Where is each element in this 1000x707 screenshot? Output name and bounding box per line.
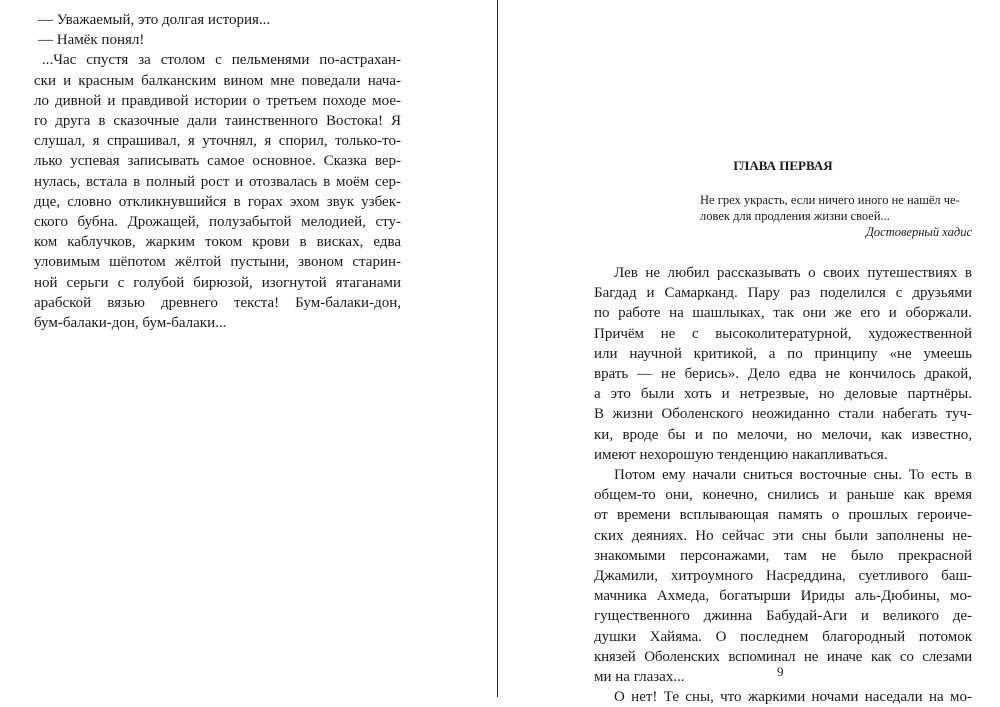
text-line: слушал, я спрашивал, я уточнял, я спорил, только-то- xyxy=(34,133,401,150)
text-line: врать — не берись». Дело едва не кончилось дракой, xyxy=(594,366,972,383)
text-line: от времени всплывающая память о прошлых героиче- xyxy=(594,507,972,524)
page-gutter-divider xyxy=(497,0,498,697)
text-line: ...Час спустя за столом с пельменями по-астрахан- xyxy=(42,52,401,69)
right-page xyxy=(594,158,972,707)
text-line: нулась, встала в полный рост и отозвалась в моём сер- xyxy=(34,173,401,190)
text-line: ски и красным балканским вином мне поведали нача- xyxy=(34,72,401,89)
epigraph-line: Не грех украсть, если ничего иного не нашёл че- xyxy=(700,193,960,207)
text-line: по работе на шашлыках, так они же его и оборжали. xyxy=(594,305,972,322)
text-line: О нет! Те сны, что жаркими ночами наседали на мо- xyxy=(614,689,972,706)
text-line: В жизни Оболенского неожиданно стали набегать туч- xyxy=(594,406,972,423)
text-line: гущественного джинна Бабудай-Аги и великого де- xyxy=(594,608,972,625)
text-line: ского бубна. Дрожащей, полузабытой мелодией, сту- xyxy=(34,214,401,231)
text-line: князей Оболенских вспоминал не иначе как со слезами xyxy=(594,648,972,665)
text-line: или научной критикой, а по принципу «не умеешь xyxy=(594,345,972,362)
text-line: Джамили, хитроумного Насреддина, суетливого баш- xyxy=(594,568,972,585)
chapter-title: ГЛАВА ПЕРВАЯ xyxy=(733,158,833,173)
text-line: Багдад и Самарканд. Пару раз поделился с друзьями xyxy=(594,285,972,302)
page-number: 9 xyxy=(777,664,784,679)
text-line: лько успевая записывать самое основное. Сказка вер- xyxy=(34,153,401,170)
text-line: го друга в сказочные дали таинственного Востока! Я xyxy=(34,113,401,130)
text-line: имеют нехорошую тенденцию накапливаться. xyxy=(594,446,888,463)
text-line: бум-балаки-дон, бум-балаки... xyxy=(34,315,227,332)
text-line: — Уважаемый, это долгая история... xyxy=(38,12,271,28)
text-line: мачника Ахмеда, богатырши Ириды аль-Дюбины, мо- xyxy=(594,588,972,605)
text-line: ки, вроде бы и по мелочи, но мелочи, как известно, xyxy=(594,426,972,443)
text-line: общем-то они, конечно, снились и раньше как время xyxy=(594,487,972,504)
epigraph-source: Достоверный хадис xyxy=(865,225,972,239)
text-line: душки Хайяма. О последнем благородный потомок xyxy=(594,628,972,645)
epigraph xyxy=(700,192,972,224)
text-line: арабской вязью древнего текста! Бум-балаки-дон, xyxy=(34,294,401,311)
text-line: — Намёк понял! xyxy=(38,32,145,49)
text-line: ком каблучков, жарким током крови в висках, едва xyxy=(34,234,401,251)
left-page xyxy=(34,10,401,333)
text-line: а это были хоть и нетрезвые, но деловые партнёры. xyxy=(594,386,972,403)
text-line: уловимым шёпотом жёлтой пустыни, звоном старин- xyxy=(34,254,401,271)
text-line: Причём не с высоколитературной, художественной xyxy=(594,325,972,342)
text-line: ми на глазах... xyxy=(594,669,685,686)
text-line: ских деяниях. Но сейчас эти сны были заполнены не- xyxy=(594,527,972,544)
text-line: ной серьги с голубой бирюзой, изогнутой ятаганами xyxy=(34,274,401,291)
text-line: Потом ему начали сниться восточные сны. То есть в xyxy=(614,467,972,484)
text-line: Лев не любил рассказывать о своих путешествиях в xyxy=(614,265,972,281)
epigraph-line: ловек для продления жизни своей... xyxy=(700,209,890,223)
text-line: дце, словно откликнувшийся в горах эхом звук узбек- xyxy=(34,193,401,210)
text-line: знакомыми персонажами, там не было прекрасной xyxy=(594,547,972,564)
text-line: ло дивной и правдивой истории о третьем походе мое- xyxy=(34,92,401,109)
